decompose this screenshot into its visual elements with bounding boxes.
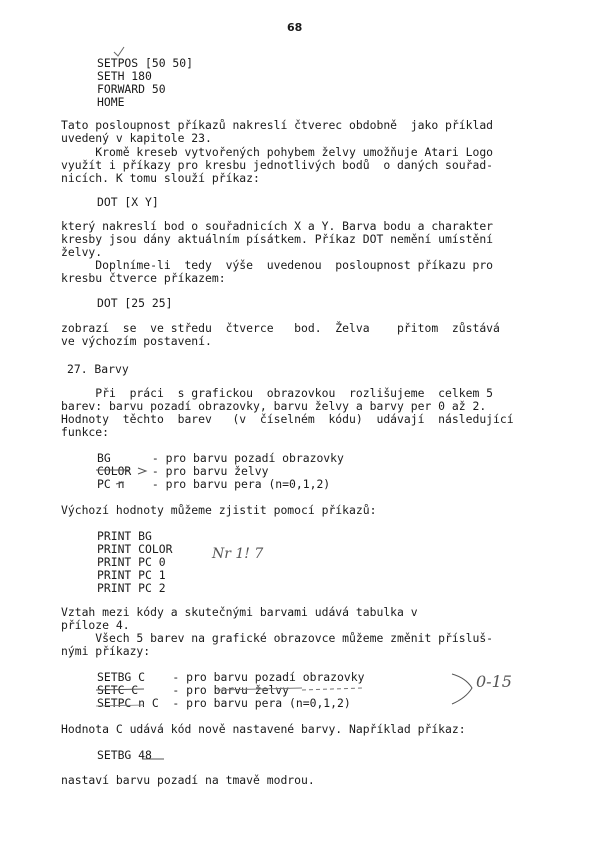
- handwritten-check-mark: [112, 44, 134, 60]
- paragraph: Výchozí hodnoty můžeme zjistit pomocí příkazů:: [61, 503, 377, 517]
- text-line: želvy.: [61, 245, 103, 259]
- text-line: kresbu čtverce příkazem:: [61, 271, 226, 285]
- text-line: Všech 5 barev na grafické obrazovce můžeme změnit přísluš-: [61, 631, 494, 645]
- list-item: COLOR - pro barvu želvy: [97, 464, 269, 478]
- text-line: ve výchozím postavení.: [61, 334, 212, 348]
- code-line: PRINT PC 2: [97, 581, 166, 595]
- text-line: zobrazí se ve středu čtverce bod. Želva přitom zůstává: [61, 321, 500, 335]
- list-item: BG - pro barvu pozadí obrazovky: [97, 451, 344, 465]
- handwritten-underline: [140, 752, 170, 764]
- handwritten-note: 0-15: [476, 672, 512, 691]
- code-line: PRINT COLOR: [97, 542, 173, 556]
- list-item: SETC C - pro barvu želvy: [97, 683, 290, 697]
- text-line: Kromě kreseb vytvořených pohybem želvy umožňuje Atari Logo: [61, 145, 494, 159]
- code-setbg: SETBG 48: [97, 748, 152, 762]
- text-line: Tato posloupnost příkazů nakreslí čtverec obdobně jako příklad: [61, 118, 494, 132]
- text-line: využít i příkazy pro kresbu jednotlivých bodů o daných souřad-: [61, 158, 494, 172]
- code-line: PRINT BG: [97, 529, 152, 543]
- text-line: Při práci s grafickou obrazovkou rozlišujeme celkem 5: [61, 386, 494, 400]
- text-line: Doplníme-li tedy výše uvedenou posloupnost příkazu pro: [61, 258, 494, 272]
- code-line: SETPOS [50 50]: [97, 56, 194, 70]
- text-line: uvedený v kapitole 23.: [61, 131, 212, 145]
- text-line: Hodnoty těchto barev (v číselném kódu) udávají následující: [61, 412, 514, 426]
- text-line: kresby jsou dány aktuálním písátkem. Příkaz DOT nemění umístění: [61, 232, 494, 246]
- code-line: PRINT PC 0: [97, 555, 166, 569]
- handwritten-note: Nr 1! 7: [212, 546, 264, 562]
- paragraph: Hodnota C udává kód nově nastavené barvy. Například příkaz:: [61, 722, 466, 736]
- handwritten-strikethrough: [92, 680, 382, 710]
- list-item: PC n - pro barvu pera (n=0,1,2): [97, 477, 331, 491]
- text-line: Vztah mezi kódy a skutečnými barvami udává tabulka v: [61, 605, 418, 619]
- paragraph: nastaví barvu pozadí na tmavě modrou.: [61, 773, 315, 787]
- code-line: FORWARD 50: [97, 82, 166, 96]
- text-line: funkce:: [61, 425, 110, 439]
- page-number: 68: [287, 21, 303, 34]
- code-dot-25: DOT [25 25]: [97, 296, 173, 310]
- list-item: SETBG C - pro barvu pozadí obrazovky: [97, 670, 365, 684]
- text-line: který nakreslí bod o souřadnicích X a Y. Barva bodu a charakter: [61, 219, 494, 233]
- list-item: SETPC n C - pro barvu pera (n=0,1,2): [97, 696, 351, 710]
- text-line: příloze 4.: [61, 618, 130, 632]
- code-line: PRINT PC 1: [97, 568, 166, 582]
- code-line: SETH 180: [97, 69, 152, 83]
- text-line: nicích. K tomu slouží příkaz:: [61, 171, 260, 185]
- handwritten-strikethrough: [90, 460, 160, 490]
- handwritten-brace: [448, 668, 478, 710]
- code-dot-xy: DOT [X Y]: [97, 195, 159, 209]
- section-heading: 27. Barvy: [67, 362, 129, 376]
- text-line: nými příkazy:: [61, 644, 151, 658]
- text-line: barev: barvu pozadí obrazovky, barvu želvy a barvy per 0 až 2.: [61, 399, 487, 413]
- code-line: HOME: [97, 95, 125, 109]
